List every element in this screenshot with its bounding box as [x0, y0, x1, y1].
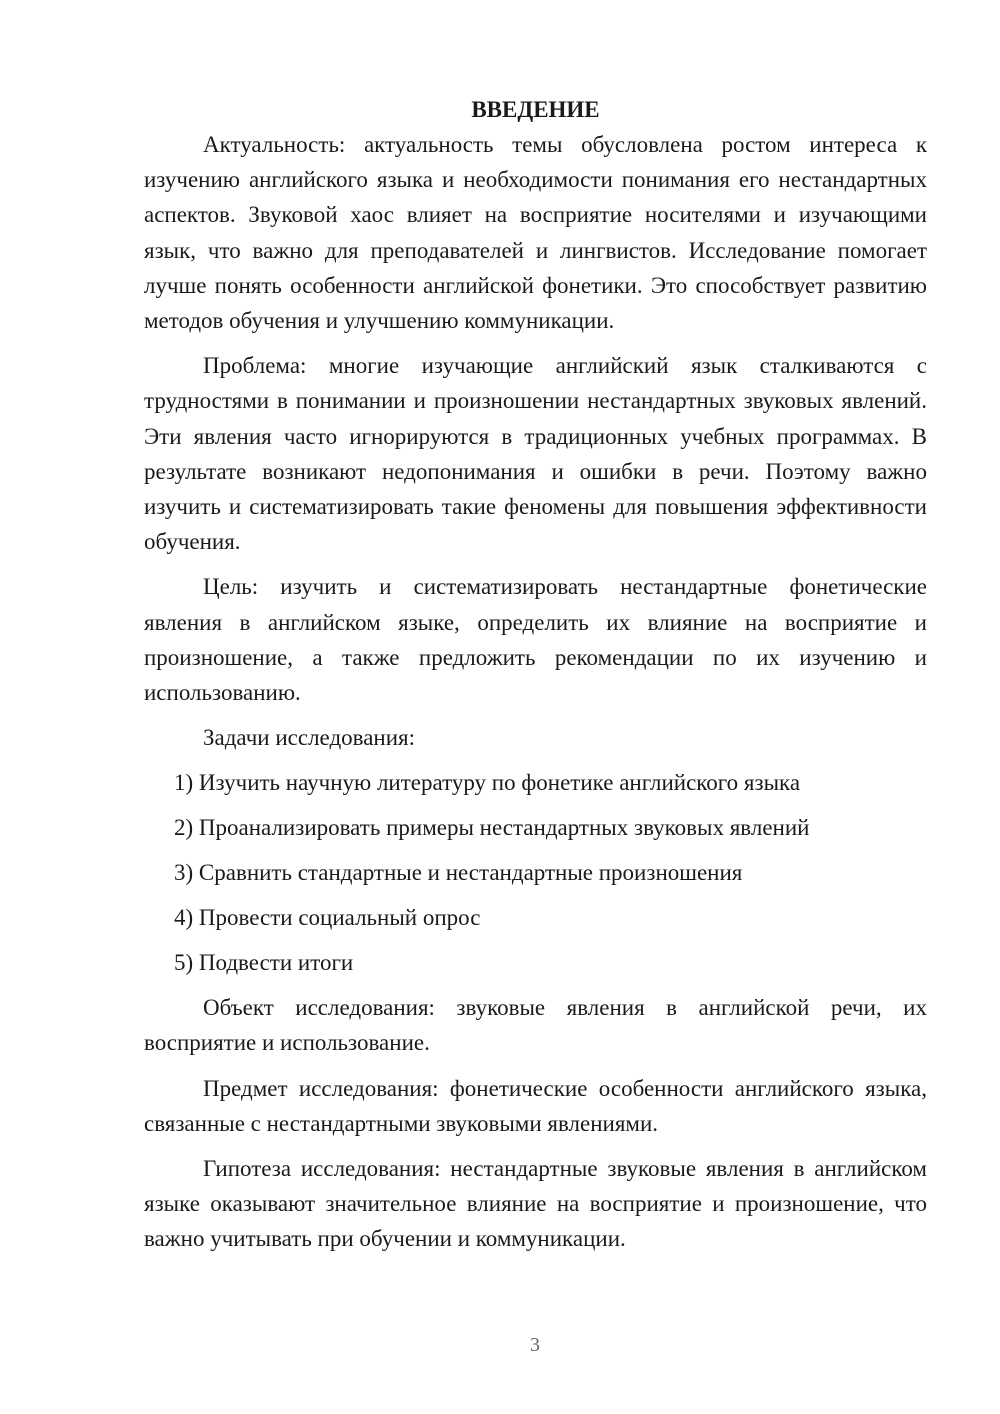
list-item: 1) Изучить научную литературу по фонетике английского языка [174, 770, 801, 796]
page-number: 3 [530, 1334, 540, 1356]
paragraph-problem: Проблема: многие изучающие английский язык сталкиваются с трудностями в понимании и произношении нестандартных звуковых явлений. Эти явления часто игнорируются в традиционных учебных программах. В результате возникают недопонимания и ошибки в речи. Поэтому важно изучить и систематизировать такие феномены для повышения эффективности обучения. [144, 353, 927, 555]
paragraph-object: Объект исследования: звуковые явления в английской речи, их восприятие и использование. [144, 995, 927, 1056]
task-list [144, 765, 927, 980]
paragraph-hypothesis: Гипотеза исследования: нестандартные звуковые явления в английском языке оказывают значительное влияние на восприятие и произношение, что важно учитывать при обучении и коммуникации. [144, 1156, 927, 1252]
list-item: 2) Проанализировать примеры нестандартных звуковых явлений [174, 815, 810, 841]
list-item: 3) Сравнить стандартные и нестандартные произношения [174, 860, 743, 886]
list-item: 4) Провести социальный опрос [174, 905, 481, 931]
list-item: 5) Подвести итоги [174, 950, 354, 976]
paragraph-subject: Предмет исследования: фонетические особенности английского языка, связанные с нестандартными звуковыми явлениями. [144, 1075, 927, 1136]
tasks-title: Задачи исследования: [203, 725, 416, 751]
paragraph-relevance: Актуальность: актуальность темы обусловлена ростом интереса к изучению английского языка и необходимости понимания его нестандартных аспектов. Звуковой хаос влияет на восприятие носителями и изучающими язык, что важно для преподавателей и лингвистов. Исследование помогает лучше понять особенности английской фонетики. Это способствует развитию методов обучения и улучшению коммуникации. [144, 132, 927, 334]
paragraph-goal: Цель: изучить и систематизировать нестандартные фонетические явления в английском языке, определить их влияние на восприятие и произношение, а также предложить рекомендации по их изучению и использованию. [144, 574, 927, 706]
document-page [144, 92, 927, 1257]
page-title: ВВЕДЕНИЕ [471, 97, 600, 122]
